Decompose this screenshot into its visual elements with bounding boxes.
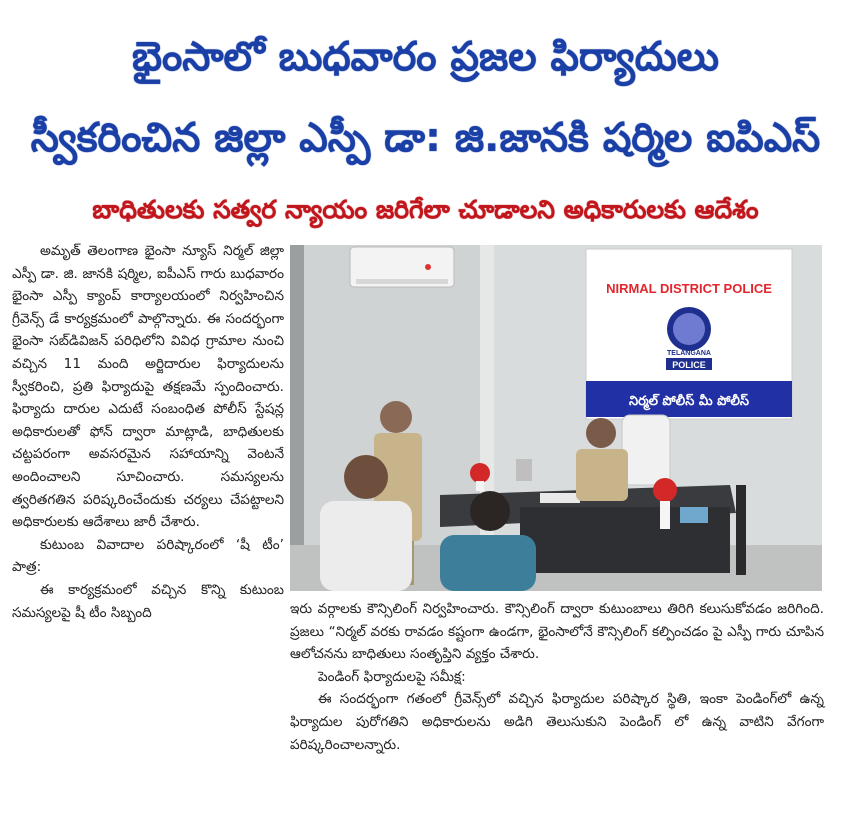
article-right-column	[290, 598, 824, 756]
article-paragraph: ఈ కార్యక్రమంలో వచ్చిన కొన్ని కుటుంబ సమస్యలపై షీ టీం సిబ్బంది	[12, 581, 284, 621]
section-heading-pending-review: పెండింగ్ ఫిర్యాదులపై సమీక్ష:	[318, 668, 466, 685]
article-paragraph: అమృత్ తెలంగాణ భైంసా న్యూస్ నిర్మల్ జిల్లా ఎస్పీ డా. జి. జానకి షర్మిల, ఐపీఎస్ గారు బుధవారం భైంసా ఎస్పీ క్యాంప్ కార్యాలయంలో నిర్వహించిన గ్రీవెన్స్ డే కార్యక్రమంలో పాల్గొన్నారు. ఈ సందర్భంగా భైంసా సబ్‌డివిజన్ పరిధిలోని వివిధ గ్రామాల నుంచి వచ్చిన 11 మంది అర్జిదారుల ఫిర్యాదులను స్వీకరించి, ప్రతి ఫిర్యాదుపై తక్షణమే స్పందించారు. ఫిర్యాదు దారుల ఎదుటే సంబంధిత పోలీస్ స్టేషన్ల అధికారులతో ఫోన్ ద్వారా మాట్లాడి, బాధితులకు చట్టపరంగా అవసరమైన సహాయాన్ని వెంటనే అందించాలని సూచించారు. సమస్యలను త్వరితగతిన పరిష్కరించేందుకు చర్యలు చేపట్టాలని అధికారులకు ఆదేశాలు జారీ చేశారు.	[12, 243, 284, 531]
news-photo	[290, 245, 822, 591]
banner-slogan: నిర్మల్ పోలీస్ మీ పోలీస్	[628, 394, 750, 409]
badge-word: POLICE	[672, 360, 706, 370]
article-paragraph: ఇరు వర్గాలకు కౌన్సిలింగ్ నిర్వహించారు. కౌన్సిలింగ్ ద్వారా కుటుంబాలు తిరిగి కలుసుకోవడం జరిగింది. ప్రజలు “నిర్మల్ వరకు రావడం కష్టంగా ఉండగా, భైంసాలోనే కౌన్సిలింగ్ కల్పించడం పై ఎస్పీ గారు చూపిన ఆలోచనను బాధితులు సంతృప్తిని వ్యక్తం చేశారు.	[290, 601, 824, 663]
headline-line-1: భైంసాలో బుధవారం ప్రజల ఫిర్యాదులు	[131, 34, 720, 80]
cropped-previous-line	[0, 0, 851, 14]
article-left-column	[12, 240, 284, 624]
subheadline: బాధితులకు సత్వర న్యాయం జరిగేలా చూడాలని అధికారులకు ఆదేశం	[92, 195, 759, 224]
headline-line-2: స్వీకరించిన జిల్లా ఎస్పీ డా: జి.జానకి షర్మిల ఐపిఎస్	[30, 115, 821, 161]
banner-title: NIRMAL DISTRICT POLICE	[606, 281, 772, 296]
section-heading-she-team: కుటుంబ వివాదాల పరిష్కారంలో ‘షీ టీం’ పాత్ర:	[12, 536, 284, 576]
article-paragraph: ఈ సందర్భంగా గతంలో గ్రీవెన్స్‌లో వచ్చిన ఫిర్యాదుల పరిష్కార స్థితి, ఇంకా పెండింగ్‌లో ఉన్న ఫిర్యాదుల పురోగతిని అధికారులను అడిగి తెలుసుకుని పెండింగ్ లో ఉన్న వాటిని వేగంగా పరిష్కరించాలన్నారు.	[290, 691, 824, 753]
badge-state: TELANGANA	[667, 350, 711, 357]
